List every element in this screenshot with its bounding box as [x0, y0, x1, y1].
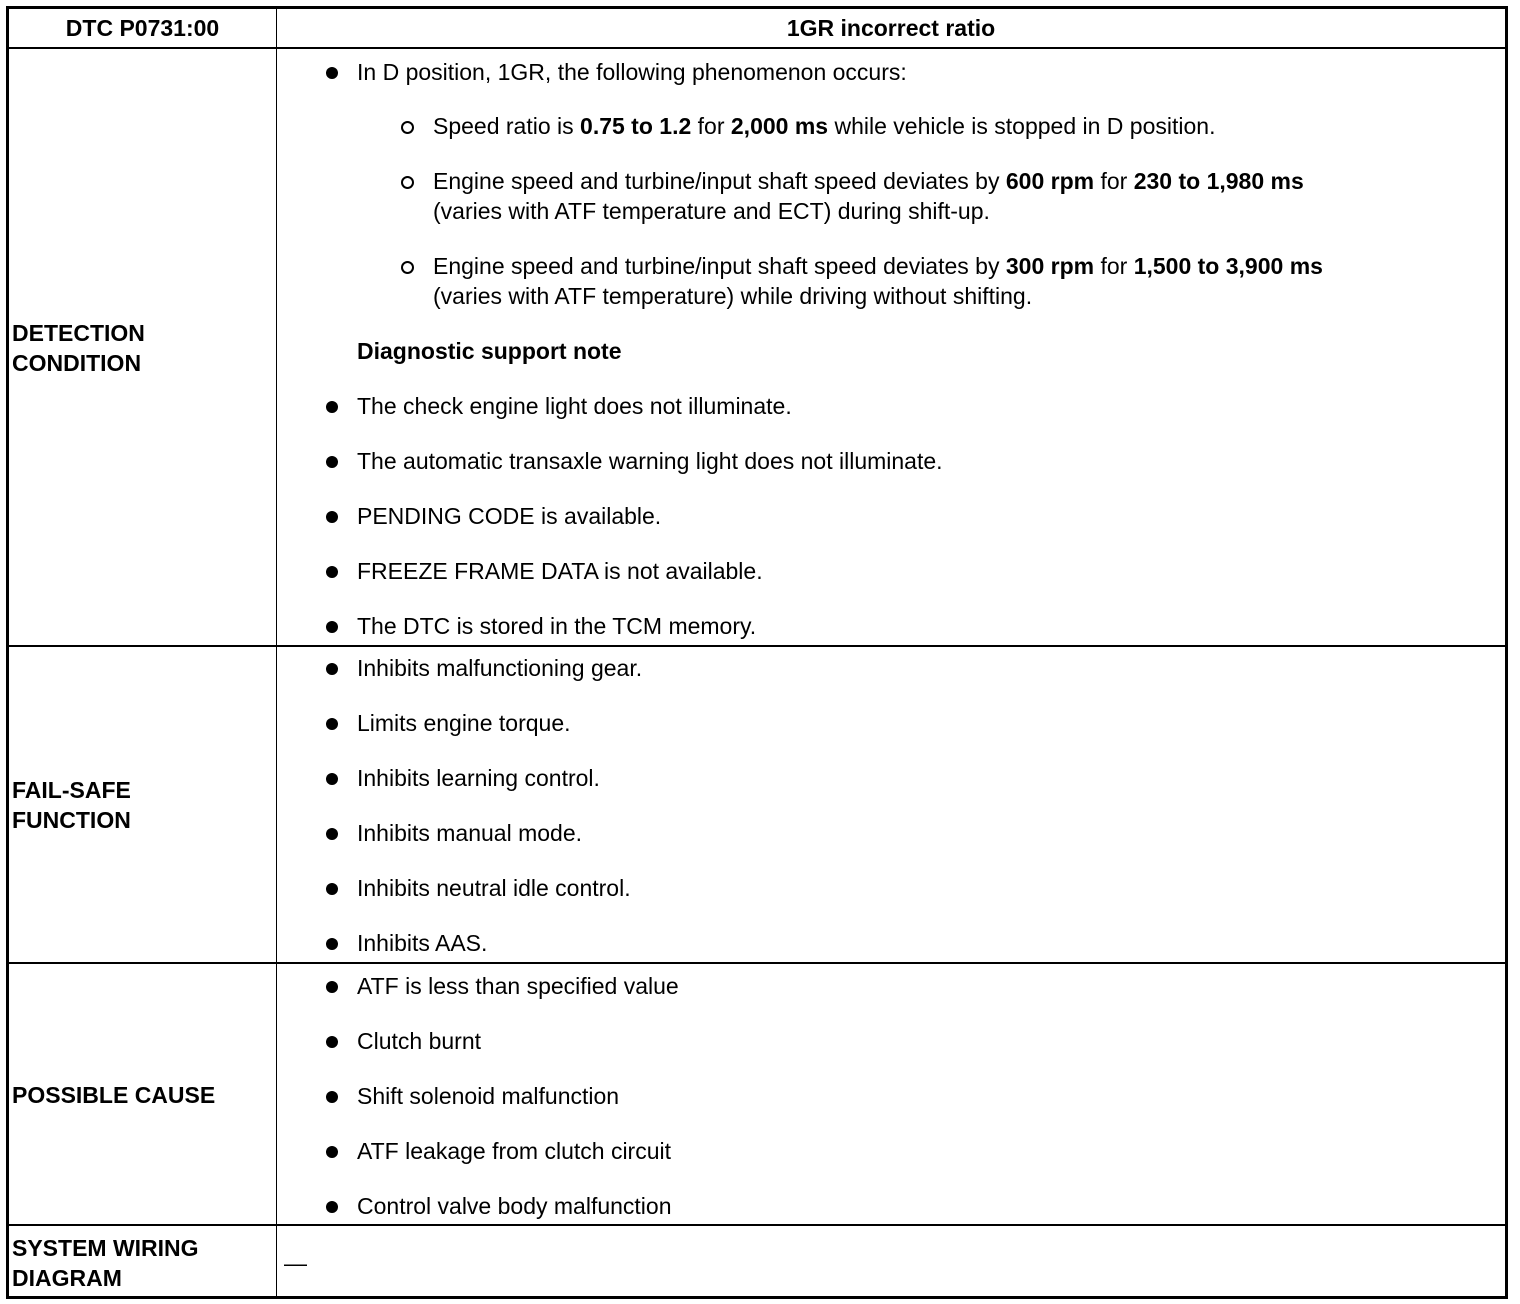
failsafe-item: Inhibits AAS. — [357, 930, 488, 956]
failsafe-item: Inhibits malfunctioning gear. — [357, 655, 643, 681]
wiring-label: SYSTEM WIRING DIAGRAM — [12, 1235, 199, 1291]
note-item: The check engine light does not illuminate. — [357, 393, 792, 419]
detection-sub-1: Speed ratio is 0.75 to 1.2 for 2,000 ms while vehicle is stopped in D position. — [433, 113, 1216, 139]
bullet-icon — [326, 1036, 338, 1048]
cause-item: Control valve body malfunction — [357, 1193, 672, 1219]
cause-item: ATF leakage from clutch circuit — [357, 1138, 672, 1164]
note-item: The automatic transaxle warning light does not illuminate. — [357, 448, 943, 474]
note-item: The DTC is stored in the TCM memory. — [357, 613, 757, 639]
failsafe-item: Inhibits neutral idle control. — [357, 875, 631, 901]
failsafe-label: FAIL-SAFE FUNCTION — [12, 777, 131, 833]
bullet-icon — [326, 663, 338, 675]
bullet-icon — [326, 401, 338, 413]
bullet-icon — [326, 883, 338, 895]
bullet-icon — [326, 67, 338, 79]
dtc-code: DTC P0731:00 — [65, 15, 220, 41]
detection-sub-2: Engine speed and turbine/input shaft speed deviates by 600 rpm for 230 to 1,980 ms (varies with ATF temperature and ECT) during shift-up. — [433, 168, 1304, 224]
bullet-icon — [326, 1091, 338, 1103]
detection-intro: In D position, 1GR, the following phenomenon occurs: — [357, 59, 907, 85]
circle-bullet-icon — [401, 121, 414, 134]
row-divider — [6, 47, 1508, 49]
cause-item: ATF is less than specified value — [357, 973, 679, 999]
bullet-icon — [326, 621, 338, 633]
bullet-icon — [326, 718, 338, 730]
failsafe-item: Inhibits learning control. — [357, 765, 600, 791]
bullet-icon — [326, 828, 338, 840]
bullet-icon — [326, 511, 338, 523]
wiring-value: — — [284, 1250, 307, 1276]
detection-label: DETECTION CONDITION — [12, 320, 145, 376]
note-item: FREEZE FRAME DATA is not available. — [357, 558, 763, 584]
bullet-icon — [326, 456, 338, 468]
circle-bullet-icon — [401, 261, 414, 274]
note-heading: Diagnostic support note — [357, 338, 622, 364]
bullet-icon — [326, 981, 338, 993]
failsafe-item: Limits engine torque. — [357, 710, 571, 736]
bullet-icon — [326, 1201, 338, 1213]
cause-label: POSSIBLE CAUSE — [12, 1082, 216, 1108]
cause-item: Shift solenoid malfunction — [357, 1083, 620, 1109]
note-item: PENDING CODE is available. — [357, 503, 662, 529]
row-divider — [6, 962, 1508, 964]
column-divider — [276, 6, 277, 1299]
failsafe-item: Inhibits manual mode. — [357, 820, 583, 846]
detection-sub-3: Engine speed and turbine/input shaft speed deviates by 300 rpm for 1,500 to 3,900 ms (varies with ATF temperature) while driving without shifting. — [433, 253, 1323, 309]
bullet-icon — [326, 1146, 338, 1158]
circle-bullet-icon — [401, 176, 414, 189]
dtc-title: 1GR incorrect ratio — [786, 15, 996, 41]
bullet-icon — [326, 938, 338, 950]
bullet-icon — [326, 566, 338, 578]
bullet-icon — [326, 773, 338, 785]
cause-item: Clutch burnt — [357, 1028, 482, 1054]
row-divider — [6, 1224, 1508, 1226]
row-divider — [6, 645, 1508, 647]
